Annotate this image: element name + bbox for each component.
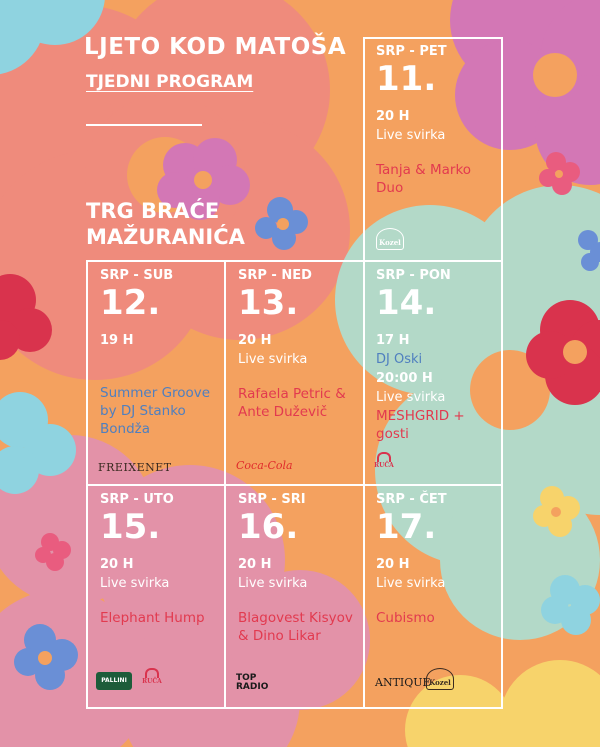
event-cell-12 <box>88 262 227 486</box>
event-performer: Tanja & Marko Duo <box>376 162 472 196</box>
event-time: 20 H <box>100 557 134 572</box>
event-time: 20 H <box>238 333 272 348</box>
event-time: 17 H <box>376 333 410 348</box>
event-day: SRP - SUB <box>100 268 174 283</box>
ruca-logo: RUČA <box>374 452 394 474</box>
event-date: 15. <box>100 507 161 547</box>
event-type: Live svirka <box>376 128 446 143</box>
page-subtitle: TJEDNI PROGRAM <box>86 72 254 92</box>
event-performer: Blagovest Kisyov & Dino Likar <box>238 610 353 644</box>
event-type: Live svirka <box>376 576 446 591</box>
event-performer: Rafaela Petric & Ante Duževič <box>238 386 346 420</box>
event-date: 17. <box>376 507 437 547</box>
pallini-logo: PALLINI <box>96 672 132 690</box>
event-type: Live svirka <box>238 352 308 367</box>
event-time: 20 H <box>376 557 410 572</box>
coca-cola-logo: Coca-Cola <box>236 459 293 472</box>
freixenet-logo: FREIXENET <box>98 461 172 474</box>
event-performer: Cubismo <box>376 610 435 626</box>
event-time: 20 H <box>238 557 272 572</box>
event-type: Live svirka <box>100 576 170 591</box>
event-date: 12. <box>100 283 161 323</box>
event-day: SRP - NED <box>238 268 312 283</box>
event-cell-13 <box>226 262 365 486</box>
ruca-logo: RUČA <box>142 668 162 690</box>
kozel-logo: Kozel <box>426 668 454 690</box>
event-day: SRP - ČET <box>376 492 447 507</box>
event-day: SRP - SRI <box>238 492 306 507</box>
event-date: 11. <box>376 59 437 99</box>
page-title: LJETO KOD MATOŠA <box>84 34 347 60</box>
event-time-2: 20:00 H <box>376 371 433 386</box>
event-type: Live svirka <box>376 390 446 405</box>
event-performer: MESHGRID + gosti <box>376 408 465 442</box>
event-performer: Summer Groove by DJ Stanko Bondža <box>100 385 211 437</box>
event-day: SRP - UTO <box>100 492 174 507</box>
antique-logo: ANTIQUE <box>375 676 431 689</box>
top-radio-logo: TOP RADIO <box>236 673 269 692</box>
event-date: 13. <box>238 283 299 323</box>
venue-title: TRG BRAĆE MAŽURANIĆA <box>86 199 245 249</box>
kozel-logo: Kozel <box>376 228 404 250</box>
event-day: SRP - PON <box>376 268 451 283</box>
event-time: 19 H <box>100 333 134 348</box>
event-dj: DJ Oski <box>376 352 423 367</box>
title-divider <box>86 124 202 126</box>
event-date: 14. <box>376 283 437 323</box>
event-performer: Elephant Hump <box>100 610 205 626</box>
event-day: SRP - PET <box>376 44 447 59</box>
event-time: 20 H <box>376 109 410 124</box>
event-type: Live svirka <box>238 576 308 591</box>
event-date: 16. <box>238 507 299 547</box>
